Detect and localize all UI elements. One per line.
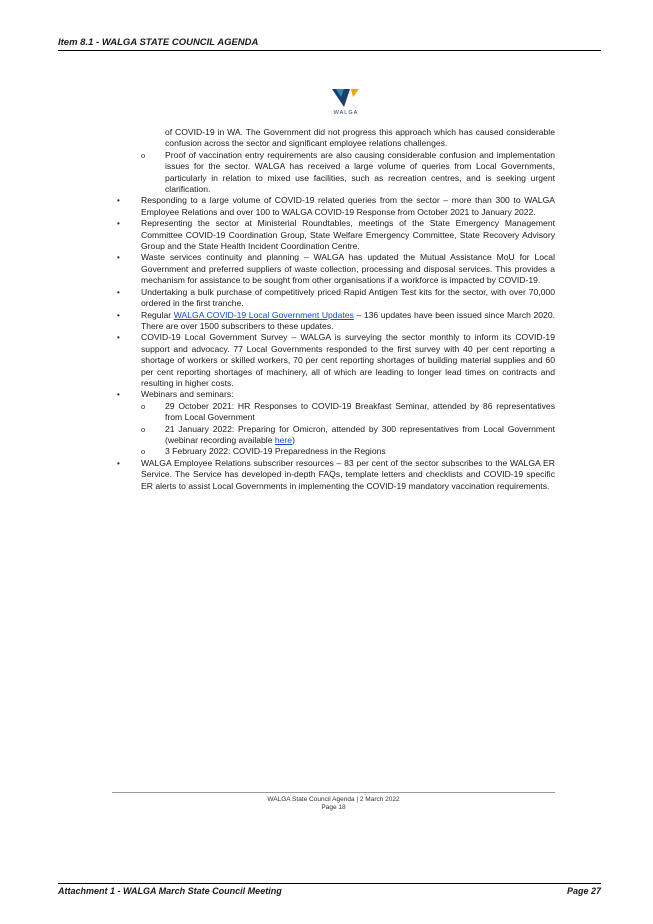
item-title: Item 8.1 - WALGA STATE COUNCIL AGENDA: [58, 37, 259, 48]
bullet-icon: •: [117, 333, 120, 343]
bullet-icon: •: [117, 219, 120, 229]
sub-list-item: o 21 January 2022: Preparing for Omicron, attended by 300 representatives from Local Government (webinar recording available here): [141, 423, 555, 445]
list-item: • Representing the sector at Ministerial Roundtables, meetings of the State Emergency Management Committee COVID-19 Coordination Group, State Welfare Emergency Committee, State Recovery Advisory Group and the State Health Incident Coordination Centre.: [117, 218, 555, 252]
list-item: • Responding to a large volume of COVID-19 related queries from the sector – more than 300 to WALGA Employee Relations and over 100 to WALGA COVID-19 Response from October 2021 to January 2022.: [117, 195, 555, 217]
bullet-icon: •: [117, 196, 120, 206]
inner-footer: [112, 796, 555, 812]
sub-list-item: o 29 October 2021: HR Responses to COVID-19 Breakfast Seminar, attended by 86 representatives from Local Government: [141, 400, 555, 423]
body-content: [117, 127, 555, 492]
list-item: • Webinars and seminars:: [117, 389, 234, 400]
bullet-icon: •: [117, 390, 120, 400]
footer-divider: [112, 792, 555, 793]
bullet-icon: •: [117, 310, 120, 320]
walga-logo-icon: [326, 87, 366, 111]
logo-wordmark: WALGA: [333, 110, 359, 116]
attachment-label: Attachment 1 - WALGA March State Council Meeting: [58, 886, 282, 896]
sub-bullet-icon: o: [141, 447, 146, 457]
bullet-icon: •: [117, 253, 120, 263]
walga-logo: [326, 87, 366, 119]
continuation-paragraph: of COVID-19 in WA. The Government did not progress this approach which has caused considerable confusion across the sector and significant employee relations challenges.: [165, 127, 555, 149]
sub-list-item: o Proof of vaccination entry requirements are also causing considerable confusion and implementation issues for the sector. WALGA has received a large volume of queries from Local Governments, particularly in relation to mixed use facilities, such as recreation centres, and is seeking urgent clarification.: [141, 149, 555, 195]
outer-page-number: Page 27: [566, 886, 601, 896]
sub-bullet-icon: o: [141, 150, 146, 160]
footer-page-number: Page 18: [321, 804, 346, 811]
list-item: • WALGA Employee Relations subscriber resources – 83 per cent of the sector subscribes to the WALGA ER Service. The Service has developed in-depth FAQs, template letters and checklists and COVID-19 specific ER alerts to assist Local Governments in implementing the COVID-19 mandatory vaccination requirements.: [117, 457, 555, 491]
footer-agenda-line: WALGA State Council Agenda | 2 March 2022: [267, 796, 400, 803]
list-item: • COVID-19 Local Government Survey – WALGA is surveying the sector monthly to inform its COVID-19 support and advocacy. 77 Local Governments responded to the first survey with 40 per cent reporting a shortage of workers or skilled workers, 70 per cent reporting shortages of building material supplies and 60 per cent reporting shortages of machinery, all of which are leading to longer lead times on contracts and resulting in higher costs.: [117, 332, 555, 388]
list-item: • Waste services continuity and planning – WALGA has updated the Mutual Assistance MoU for Local Government and preferred suppliers of waste collection, processing and disposal services. This provides a mechanism for assistance to be sought from other organisations if a workforce is impacted by COVID-19.: [117, 252, 555, 286]
sub-list-item: o 3 February 2022: COVID-19 Preparedness in the Regions: [141, 446, 386, 457]
page-header: [58, 38, 601, 51]
walga-updates-link[interactable]: WALGA COVID-19 Local Government Updates: [173, 309, 354, 320]
list-item: • Undertaking a bulk purchase of competitively priced Rapid Antigen Test kits for the sector, with over 70,000 ordered in the first tranche.: [117, 286, 555, 309]
sub-bullet-icon: o: [141, 424, 146, 434]
bullet-icon: •: [117, 458, 120, 468]
bottom-divider: [58, 883, 601, 884]
webinar-recording-link[interactable]: here: [274, 434, 293, 445]
sub-bullet-icon: o: [141, 401, 146, 411]
bullet-icon: •: [117, 287, 120, 297]
list-item: • Regular WALGA COVID-19 Local Government Updates – 136 updates have been issued since March 2020. There are over 1500 subscribers to these updates.: [117, 309, 555, 331]
